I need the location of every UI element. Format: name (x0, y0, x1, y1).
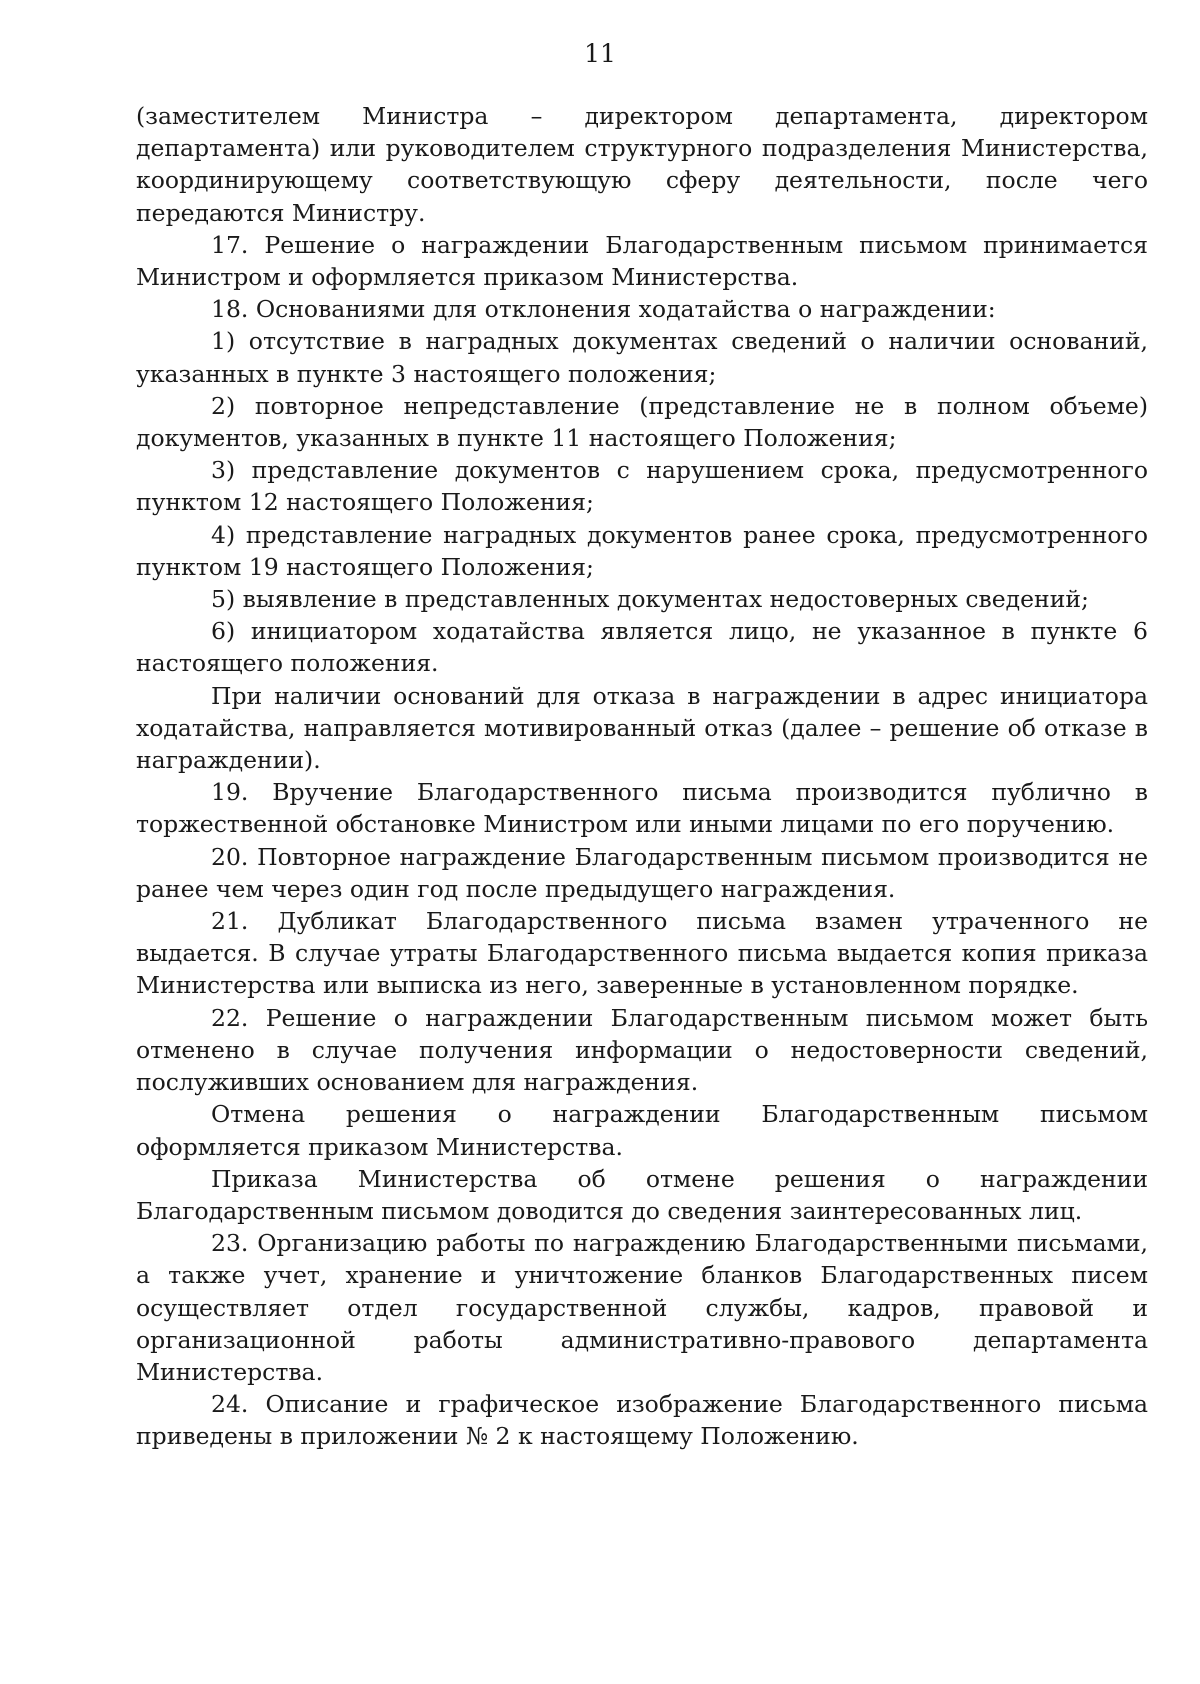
page-number: 11 (584, 39, 616, 68)
paragraph-22: 22. Решение о награждении Благодарственным письмом может быть отменено в случае получения информации о недостоверности сведений, послуживших основанием для награждения. (136, 1003, 1148, 1097)
list-item-4: 4) представление наградных документов ранее срока, предусмотренного пунктом 19 настоящего Положения; (136, 520, 1148, 581)
document-body (136, 100, 1148, 1453)
paragraph-19: 19. Вручение Благодарственного письма производится публично в торжественной обстановке Министром или иными лицами по его поручению. (136, 778, 1148, 839)
paragraph-continuation: (заместителем Министра – директором департамента, директором департамента) или руководителем структурного подразделения Министерства, координирующему соответствующую сферу деятельности, после чего передаются Министру. (136, 102, 1148, 227)
paragraph-refusal: При наличии оснований для отказа в награждении в адрес инициатора ходатайства, направляется мотивированный отказ (далее – решение об отказе в награждении). (136, 681, 1148, 775)
list-item-6: 6) инициатором ходатайства является лицо, не указанное в пункте 6 настоящего положения. (136, 617, 1148, 678)
paragraph-18: 18. Основаниями для отклонения ходатайства о награждении: (211, 295, 996, 324)
paragraph-order-notice: Приказа Министерства об отмене решения о награждении Благодарственным письмом доводится до сведения заинтересованных лиц. (136, 1164, 1148, 1225)
paragraph-17: 17. Решение о награждении Благодарственным письмом принимается Министром и оформляется приказом Министерства. (136, 230, 1148, 292)
paragraph-20: 20. Повторное награждение Благодарственным письмом производится не ранее чем через один год после предыдущего награждения. (136, 842, 1148, 903)
paragraph-23: 23. Организацию работы по награждению Благодарственными письмами, а также учет, хранение и уничтожение бланков Благодарственных писем осуществляет отдел государственной службы, кадров, правовой и организационной работы административно-правового департамента Министерства. (136, 1229, 1148, 1386)
paragraph-21: 21. Дубликат Благодарственного письма взамен утраченного не выдается. В случае утраты Благодарственного письма выдается копия приказа Министерства или выписка из него, заверенные в установленном порядке. (136, 907, 1148, 1000)
paragraph-24: 24. Описание и графическое изображение Благодарственного письма приведены в приложении № 2 к настоящему Положению. (136, 1390, 1148, 1451)
list-item-2: 2) повторное непредставление (представление не в полном объеме) документов, указанных в пункте 11 настоящего Положения; (136, 391, 1148, 453)
paragraph-cancellation: Отмена решения о награждении Благодарственным письмом оформляется приказом Министерства. (136, 1100, 1148, 1161)
list-item-3: 3) представление документов с нарушением срока, предусмотренного пунктом 12 настоящего Положения; (136, 456, 1148, 517)
list-item-5: 5) выявление в представленных документах недостоверных сведений; (211, 585, 1089, 614)
list-item-1: 1) отсутствие в наградных документах сведений о наличии оснований, указанных в пункте 3 настоящего положения; (136, 327, 1148, 388)
